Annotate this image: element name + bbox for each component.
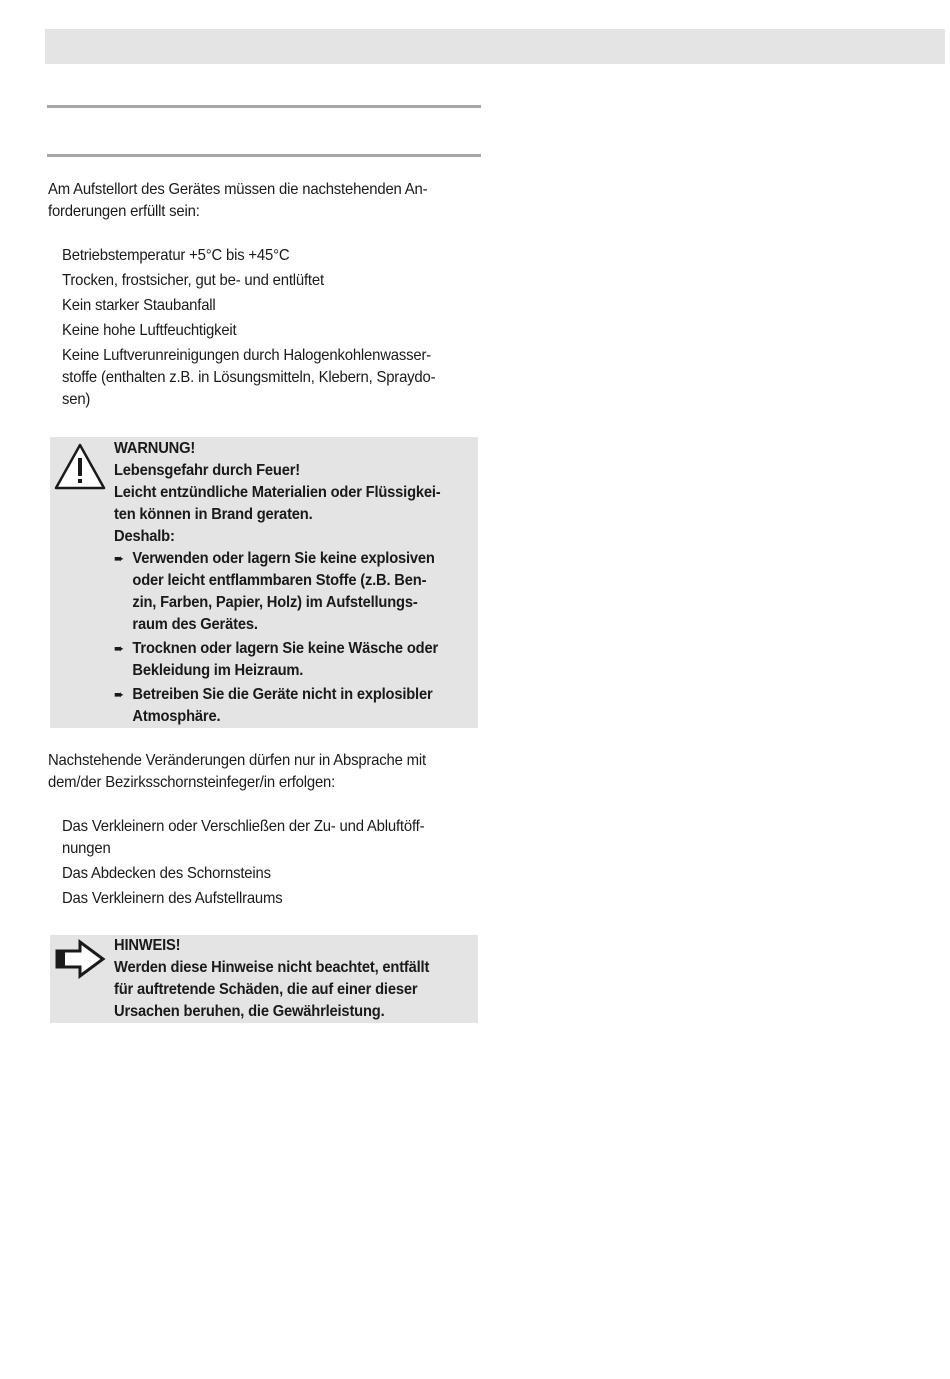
- changes-intro-paragraph: [48, 750, 448, 794]
- list-item-text: sen): [62, 391, 91, 408]
- intro-line: forderungen erfüllt sein:: [48, 203, 200, 220]
- list-item-text: Das Verkleinern oder Verschließen der Zu- und Abluftöff-: [62, 818, 425, 835]
- arrow-right-icon: ➨: [114, 687, 124, 702]
- bullet-text: raum des Gerätes.: [132, 616, 258, 633]
- warning-bullet: [114, 548, 445, 636]
- list-item-text: nungen: [62, 840, 111, 857]
- bullet-text: Betreiben Sie die Geräte nicht in explosibler: [132, 686, 433, 703]
- bullet-text: Bekleidung im Heizraum.: [132, 662, 304, 679]
- warning-bullet: [114, 638, 445, 682]
- warning-heading: WARNUNG!: [114, 440, 196, 457]
- list-item-text: Das Verkleinern des Aufstellraums: [62, 890, 283, 907]
- intro-paragraph: [48, 179, 448, 223]
- notice-box: [50, 935, 478, 1023]
- warning-therefore: Deshalb:: [114, 528, 175, 545]
- section-rule-bottom: [47, 154, 481, 157]
- list-item-text: Kein starker Staubanfall: [62, 297, 216, 314]
- warning-box: [50, 437, 478, 728]
- list-item-text: Trocken, frostsicher, gut be- und entlüftet: [62, 272, 324, 289]
- notice-text-line: Werden diese Hinweise nicht beachtet, entfällt: [114, 959, 430, 976]
- header-bar: [45, 29, 945, 64]
- list-item: [62, 345, 453, 411]
- changes-intro-line: dem/der Bezirksschornsteinfeger/in erfolgen:: [48, 774, 336, 791]
- list-item-text: Keine hohe Luftfeuchtigkeit: [62, 322, 237, 339]
- warning-text-line: ten können in Brand geraten.: [114, 506, 313, 523]
- hint-arrow-icon: [54, 939, 106, 984]
- list-item: [62, 863, 453, 885]
- notice-text-line: Ursachen beruhen, die Gewährleistung.: [114, 1003, 385, 1020]
- warning-text: [114, 438, 445, 728]
- changes-list: [62, 816, 482, 913]
- warning-bullet: [114, 684, 445, 728]
- list-item: [62, 245, 453, 267]
- notice-text-line: für auftretende Schäden, die auf einer dieser: [114, 981, 418, 998]
- list-item: [62, 295, 453, 317]
- warning-subheading: Lebensgefahr durch Feuer!: [114, 462, 300, 479]
- list-item: [62, 816, 453, 860]
- warning-triangle-icon: [54, 442, 106, 495]
- changes-intro-line: Nachstehende Veränderungen dürfen nur in Absprache mit: [48, 752, 426, 769]
- list-item: [62, 888, 453, 910]
- bullet-text: Trocknen oder lagern Sie keine Wäsche oder: [132, 640, 438, 657]
- intro-line: Am Aufstellort des Gerätes müssen die nachstehenden An-: [48, 181, 428, 198]
- list-item-text: Keine Luftverunreinigungen durch Halogenkohlenwasser-: [62, 347, 432, 364]
- list-item-text: stoffe (enthalten z.B. in Lösungsmitteln, Klebern, Spraydo-: [62, 369, 436, 386]
- list-item: [62, 320, 453, 342]
- notice-text: [114, 935, 445, 1023]
- section-rule-top: [47, 105, 481, 108]
- bullet-text: oder leicht entflammbaren Stoffe (z.B. Ben-: [132, 572, 427, 589]
- arrow-right-icon: ➨: [114, 641, 124, 656]
- list-item-text: Betriebstemperatur +5°C bis +45°C: [62, 247, 290, 264]
- bullet-text: zin, Farben, Papier, Holz) im Aufstellungs-: [132, 594, 418, 611]
- notice-heading: HINWEIS!: [114, 937, 181, 954]
- bullet-text: Atmosphäre.: [132, 708, 221, 725]
- bullet-text: Verwenden oder lagern Sie keine explosiven: [132, 550, 435, 567]
- list-item: [62, 270, 453, 292]
- requirements-list: [62, 245, 482, 414]
- arrow-right-icon: ➨: [114, 551, 124, 566]
- list-item-text: Das Abdecken des Schornsteins: [62, 865, 271, 882]
- warning-text-line: Leicht entzündliche Materialien oder Flüssigkei-: [114, 484, 441, 501]
